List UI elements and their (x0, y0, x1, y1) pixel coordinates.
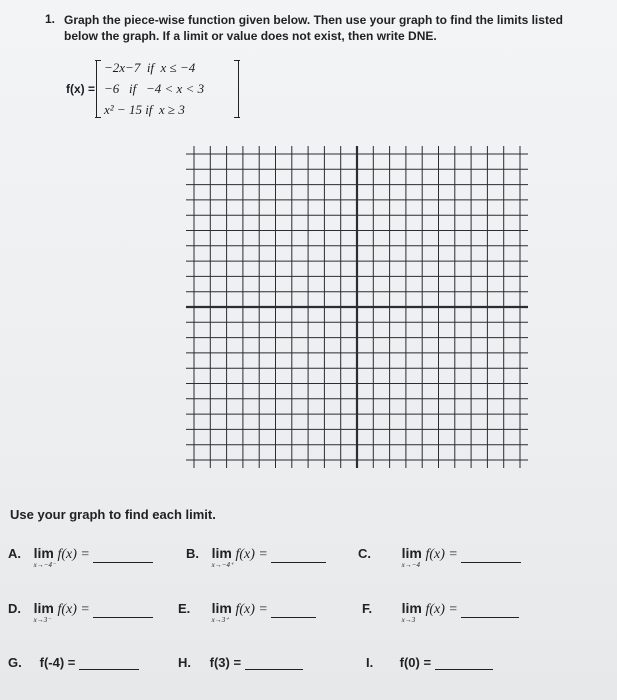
value-i-expr: f(0) = (399, 655, 432, 670)
question-number: 1. (45, 12, 56, 26)
value-h-letter: H. (178, 655, 191, 670)
value-h-answer-blank[interactable] (245, 669, 303, 670)
piece-3: x² − 15 if x ≥ 3 (104, 102, 185, 117)
piece-1: −2x−7 if x ≤ −4 (104, 60, 196, 75)
function-name: f(x) = (66, 82, 96, 96)
value-g (8, 655, 139, 670)
limit-c-letter: C. (358, 546, 371, 561)
value-h-expr: f(3) = (209, 655, 242, 670)
value-i-answer-blank[interactable] (435, 669, 493, 670)
limit-b-answer-blank[interactable] (271, 562, 326, 563)
question-text: Graph the piece-wise function given below. Then use your graph to find the limits listed below the graph. If a limit or value does not exist, then write DNE. (64, 13, 563, 43)
limit-e-letter: E. (178, 601, 191, 616)
limit-a-letter: A. (8, 546, 21, 561)
limit-e-expr: f(x) = (235, 602, 268, 617)
limit-d-letter: D. (8, 601, 21, 616)
limit-d-lim: lim x→3⁻ (33, 600, 54, 624)
right-brace (232, 60, 239, 118)
limit-c (358, 545, 521, 569)
limit-c-lim: lim x→−4 (401, 545, 422, 569)
limit-e-lim: lim x→3⁺ (211, 600, 232, 624)
limit-a (8, 545, 153, 569)
value-g-letter: G. (8, 655, 22, 670)
value-i (366, 655, 493, 670)
limit-d-answer-blank[interactable] (93, 617, 153, 618)
limit-a-answer-blank[interactable] (93, 562, 153, 563)
value-i-letter: I. (366, 655, 374, 670)
coordinate-grid-svg[interactable] (186, 146, 528, 468)
limit-c-expr: f(x) = (425, 547, 458, 562)
limit-b-lim: lim x→−4⁺ (211, 545, 234, 569)
instructions: Use your graph to find each limit. (10, 507, 216, 522)
limit-f-lim: lim x→3 (401, 600, 422, 624)
limit-d (8, 600, 153, 624)
limit-c-answer-blank[interactable] (461, 562, 521, 563)
graph-grid[interactable] (186, 146, 528, 468)
limit-d-expr: f(x) = (57, 602, 90, 617)
limit-e-answer-blank[interactable] (271, 617, 316, 618)
limit-a-expr: f(x) = (57, 547, 90, 562)
value-g-answer-blank[interactable] (79, 669, 139, 670)
limit-a-lim: lim x→−4⁻ (33, 545, 56, 569)
limit-e (178, 600, 316, 624)
limit-f (362, 600, 519, 624)
piece-2: −6 if −4 < x < 3 (104, 81, 205, 96)
limit-f-answer-blank[interactable] (461, 617, 519, 618)
limit-b (186, 545, 326, 569)
limit-f-letter: F. (362, 601, 373, 616)
limit-b-letter: B. (186, 546, 199, 561)
limit-b-expr: f(x) = (235, 547, 268, 562)
value-g-expr: f(-4) = (39, 655, 76, 670)
limit-f-expr: f(x) = (425, 602, 458, 617)
value-h (178, 655, 303, 670)
